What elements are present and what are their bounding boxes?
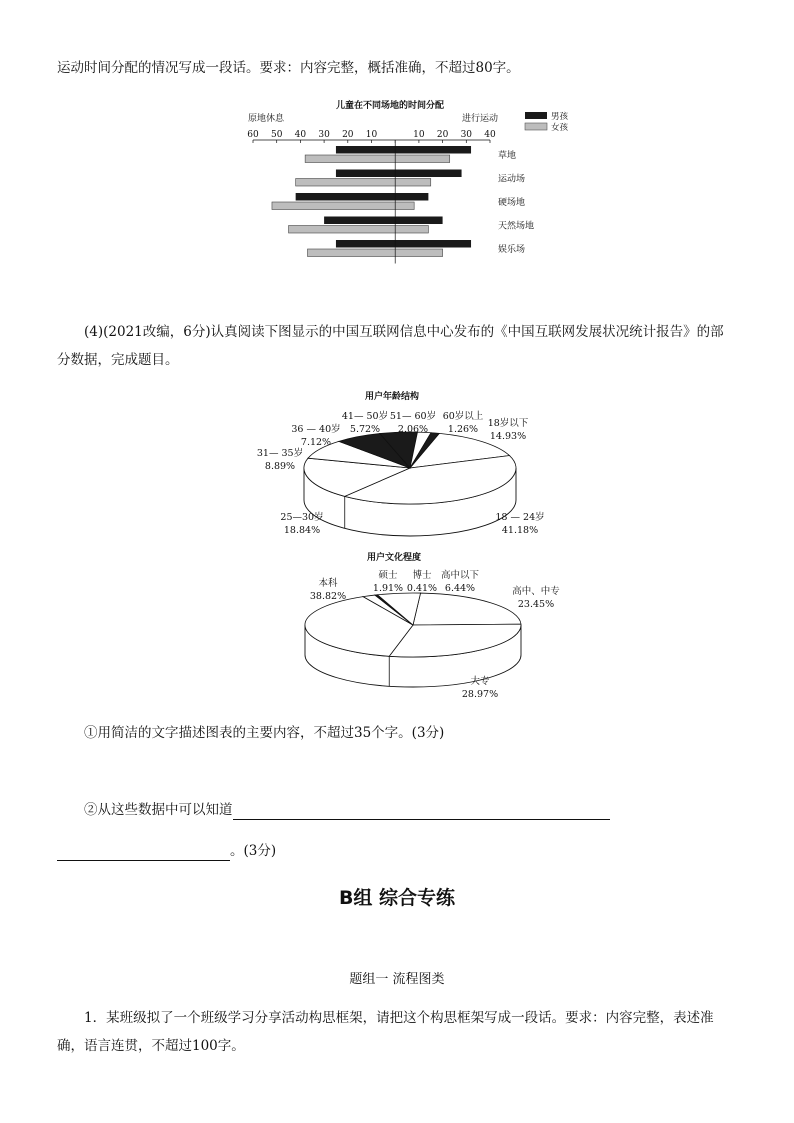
bar-boys	[336, 146, 471, 154]
pie-slice-label: 大专	[470, 676, 490, 687]
pie-slice-label: 博士	[412, 570, 432, 581]
pie-slice-label: 8.89%	[264, 461, 296, 472]
left-axis-label: 原地休息	[248, 114, 285, 124]
pie-slice-label: 2.06%	[397, 424, 429, 435]
pie-slice-label: 高中、中专	[512, 586, 560, 597]
pie-chart-education-level	[300, 548, 580, 700]
pie-chart-age-structure	[250, 386, 560, 542]
tick-label: 60	[247, 130, 259, 140]
tick-label: 30	[460, 130, 473, 140]
pie-slice-label: 51— 60岁	[389, 411, 437, 422]
pie-slice-label: 1.26%	[447, 424, 479, 435]
legend-label-boys: 男孩	[551, 112, 569, 122]
pie-slice-label: 5.72%	[349, 424, 381, 435]
pie-slice-label: 0.41%	[406, 583, 438, 594]
pie-slice-label: 高中以下	[440, 570, 480, 581]
bar-boys	[324, 217, 443, 225]
bar-boys	[336, 240, 471, 248]
pie-slice-label: 本科	[318, 578, 338, 589]
pie-slice-label: 23.45%	[517, 599, 555, 610]
pie-slice-label: 1.91%	[372, 583, 404, 594]
legend-swatch-boys	[525, 112, 547, 119]
tick-label: 40	[294, 130, 307, 140]
pie-slice-label: 41.18%	[501, 525, 539, 536]
tick-label: 10	[413, 130, 425, 140]
section-title: B组 综合专练	[338, 887, 456, 909]
bar-girls	[272, 202, 414, 210]
pie-slice-label: 38.82%	[309, 591, 347, 602]
pie2-title: 用户文化程度	[366, 553, 422, 563]
category-label: 运动场	[498, 174, 526, 185]
question-4-line-1: (4)(2021改编，6分)认真阅读下图显示的中国互联网信息中心发布的《中国互联网发展状况统计报告》的部	[84, 324, 724, 340]
intro-line: 运动时间分配的情况写成一段话。要求：内容完整，概括准确，不超过80字。	[57, 60, 520, 76]
pie-slice-label: 18 — 24岁	[495, 512, 545, 523]
pie-slice-label: 6.44%	[444, 583, 476, 594]
category-label: 娱乐场	[498, 245, 526, 255]
legend-swatch-girls	[525, 123, 547, 130]
pie-slice-label: 18岁以下	[487, 418, 529, 429]
pie-slice-label: 18.84%	[283, 525, 321, 536]
bar-boys	[336, 170, 462, 178]
tick-label: 20	[436, 130, 449, 140]
pie-slice-label: 硕士	[378, 570, 398, 581]
question-b-lead: ②从这些数据中可以知道	[84, 802, 233, 818]
question-b-line-1	[84, 800, 610, 820]
bar-girls	[289, 226, 429, 234]
group-title: 题组一 流程图类	[349, 972, 445, 987]
pie-slice-label: 14.93%	[489, 431, 527, 442]
pie-slice-label: 25—30岁	[280, 512, 324, 523]
pie-slice-label: 60岁以上	[442, 411, 484, 422]
category-label: 草地	[498, 151, 517, 161]
tick-label: 10	[365, 130, 378, 140]
category-label: 天然场地	[498, 221, 535, 232]
answer-blank-1[interactable]	[233, 803, 610, 820]
pie1-title: 用户年龄结构	[364, 392, 420, 402]
question-b-tail: 。(3分)	[230, 843, 277, 859]
problem-1-line-1: 1．某班级拟了一个班级学习分享活动构思框架，请把这个构思框架写成一段话。要求：内容完整，表述准	[84, 1010, 714, 1026]
tick-label: 30	[318, 130, 330, 140]
bar-chart-title: 儿童在不同场地的时间分配	[335, 101, 445, 111]
pie-slice-label: 36 — 40岁	[291, 424, 341, 435]
bar-chart-time-distribution	[240, 94, 580, 264]
pie-slice-label: 28.97%	[461, 689, 499, 700]
right-axis-label: 进行运动	[462, 114, 499, 124]
bar-girls	[308, 249, 443, 257]
question-a: ①用简洁的文字描述图表的主要内容，不超过35个字。(3分)	[84, 725, 445, 741]
tick-label: 50	[270, 130, 283, 140]
question-b-line-2	[57, 841, 276, 861]
bar-girls	[305, 155, 450, 163]
tick-label: 20	[342, 130, 354, 140]
pie-slice-label: 31— 35岁	[256, 448, 304, 459]
problem-1-line-2: 确，语言连贯，不超过100字。	[57, 1038, 245, 1054]
question-4-line-2: 分数据，完成题目。	[57, 352, 179, 368]
pie-slice-label: 7.12%	[300, 437, 332, 448]
category-label: 硬场地	[498, 198, 526, 208]
legend-label-girls: 女孩	[551, 123, 569, 133]
answer-blank-2[interactable]	[57, 844, 230, 861]
bar-girls	[296, 179, 431, 187]
pie-slice	[413, 593, 521, 625]
pie-slice-label: 41— 50岁	[341, 411, 389, 422]
tick-label: 40	[484, 130, 496, 140]
bar-boys	[296, 193, 429, 201]
